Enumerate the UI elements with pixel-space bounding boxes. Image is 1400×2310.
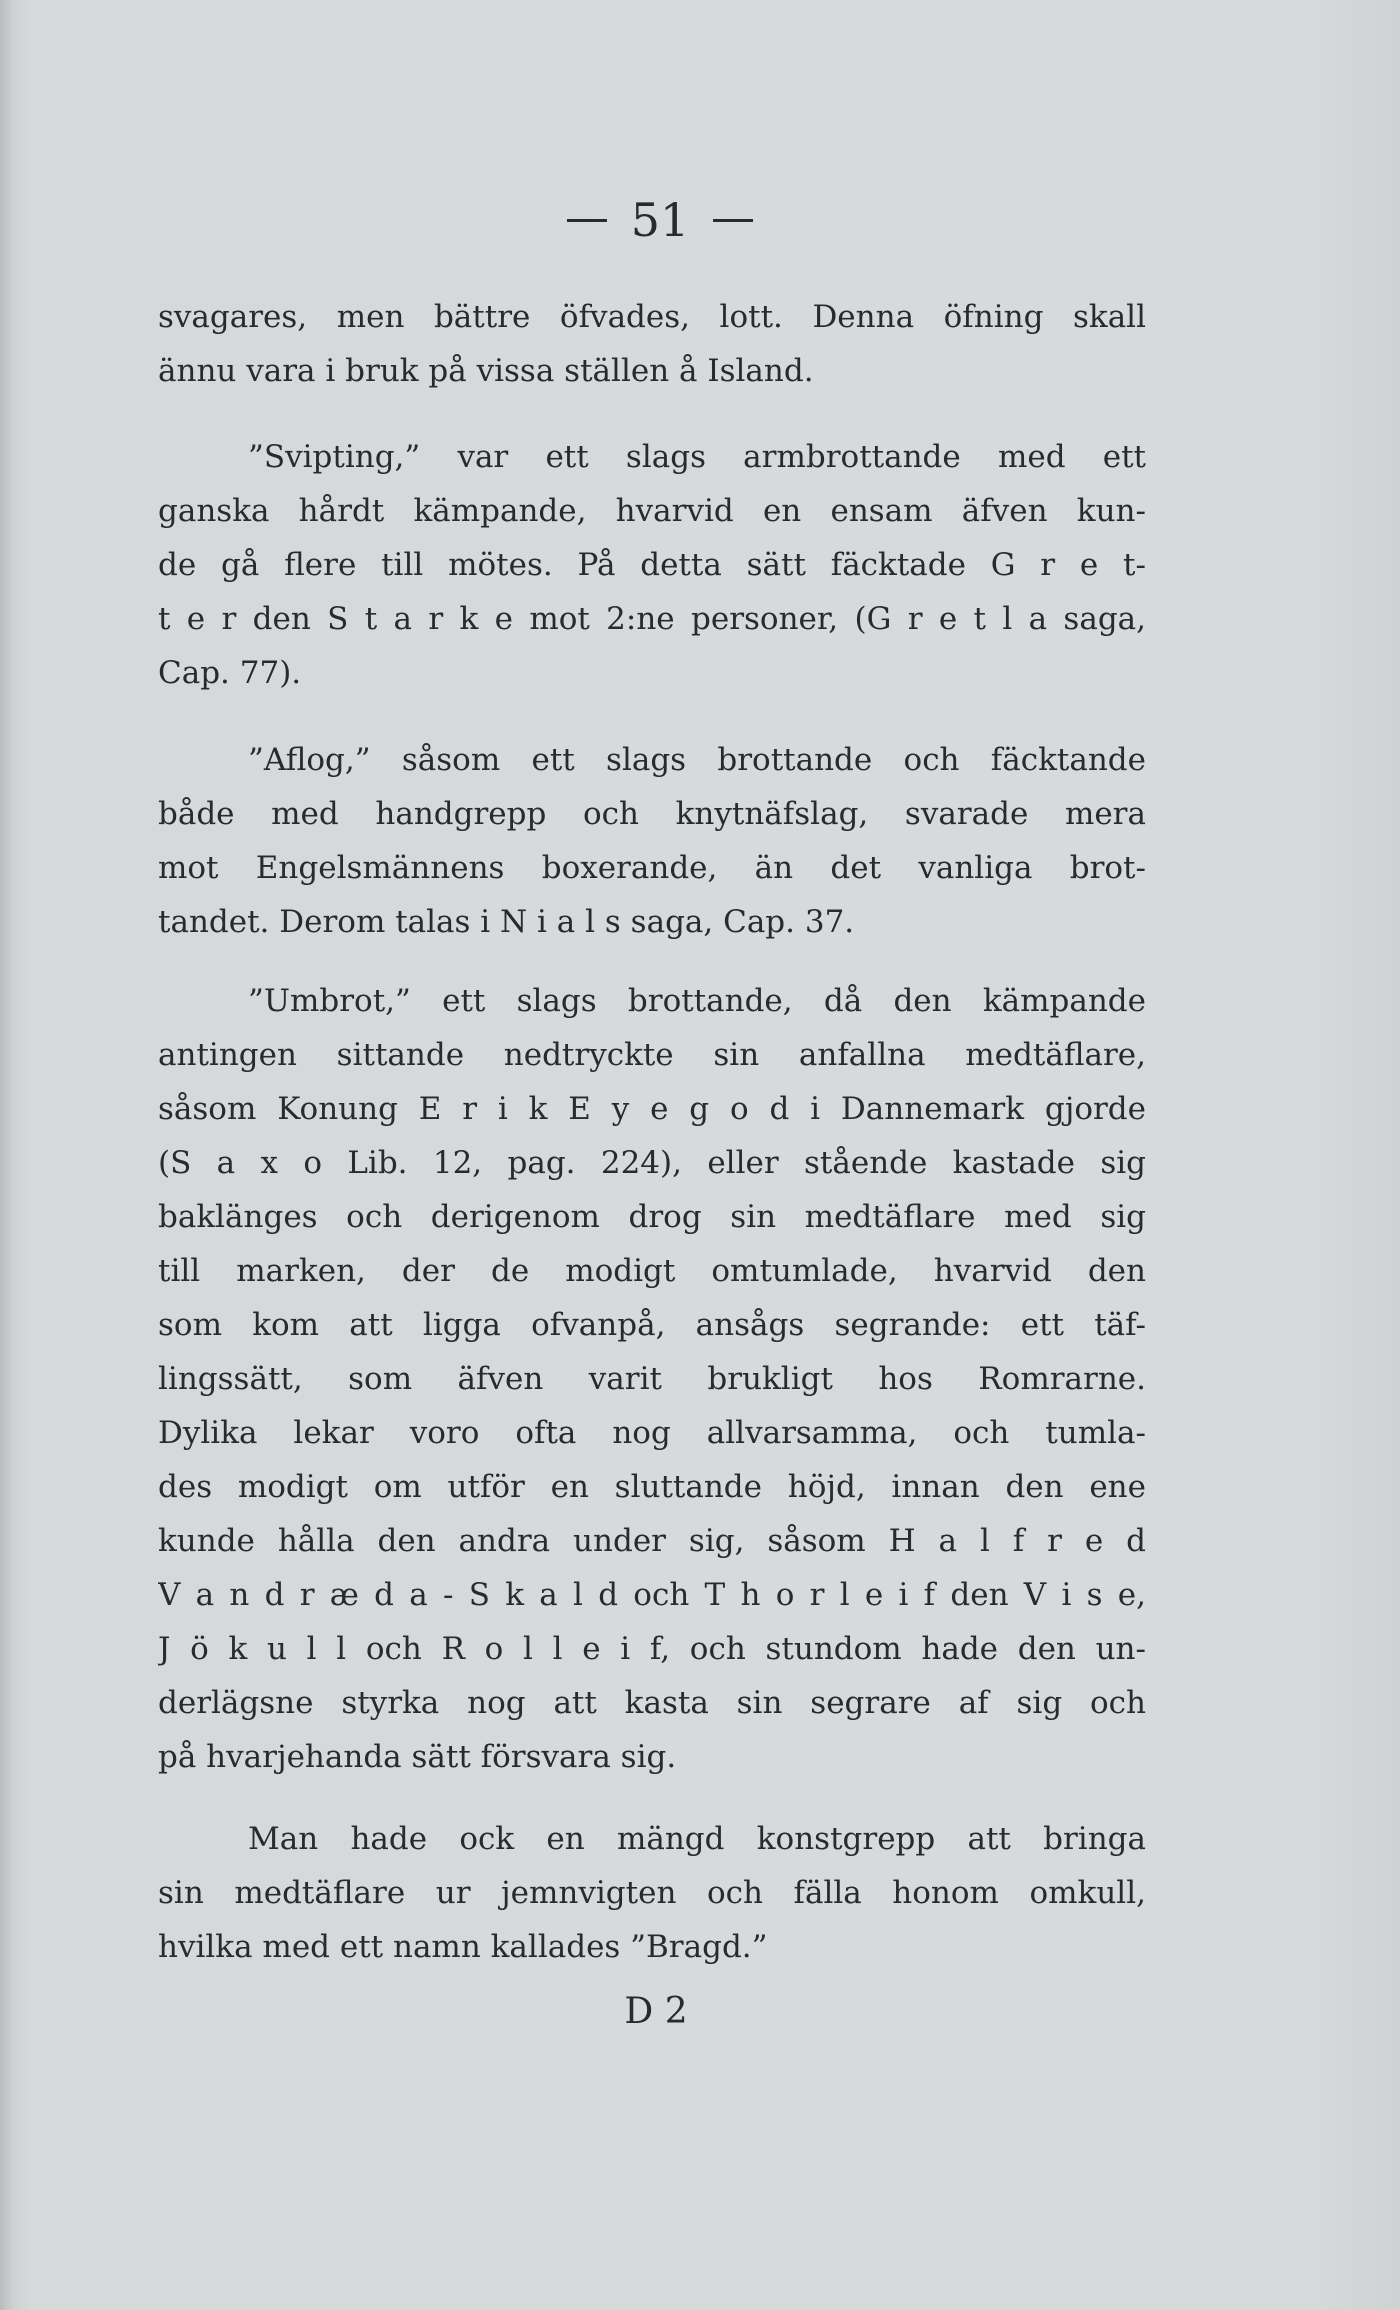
page-header: [530, 190, 790, 250]
text-line: Man hade ock en mängd konstgrepp att bringa: [248, 1821, 1146, 1857]
text-line: ganska hårdt kämpande, hvarvid en ensam äfven kun-: [158, 493, 1146, 529]
text-line: Cap. 77).: [158, 655, 302, 691]
text-line: derlägsne styrka nog att kasta sin segrare af sig och: [158, 1685, 1146, 1721]
text-line: mot Engelsmännens boxerande, än det vanliga brot-: [158, 850, 1146, 886]
text-line: des modigt om utför en sluttande höjd, innan den ene: [158, 1469, 1146, 1505]
text-line: tandet. Derom talas i N i a l s saga, Cap. 37.: [158, 904, 855, 940]
text-line: ”Svipting,” var ett slags armbrottande med ett: [248, 439, 1146, 475]
text-line: V a n d r æ d a - S k a l d och T h o r l e i f den V i s e,: [158, 1577, 1146, 1613]
text-line: svagares, men bättre öfvades, lott. Denna öfning skall: [158, 299, 1146, 335]
text-line: lingssätt, som äfven varit brukligt hos Romrarne.: [158, 1361, 1146, 1397]
text-line: ännu vara i bruk på vissa ställen å Island.: [158, 353, 814, 389]
text-line: som kom att ligga ofvanpå, ansågs segrande: ett täf-: [158, 1307, 1146, 1343]
text-line: till marken, der de modigt omtumlade, hvarvid den: [158, 1253, 1146, 1289]
header-dash-left: [567, 219, 607, 222]
text-line: antingen sittande nedtryckte sin anfallna medtäflare,: [158, 1037, 1146, 1073]
text-line: ”Umbrot,” ett slags brottande, då den kämpande: [248, 983, 1146, 1019]
text-line: kunde hålla den andra under sig, såsom H a l f r e d: [158, 1523, 1146, 1559]
text-line: baklänges och derigenom drog sin medtäflare med sig: [158, 1199, 1146, 1235]
text-line: hvilka med ett namn kallades ”Bragd.”: [158, 1929, 768, 1965]
paragraph-bragd: [158, 1812, 1146, 1974]
header-dash-right: [713, 219, 753, 222]
text-line: såsom Konung E r i k E y e g o d i Dannemark gjorde: [158, 1091, 1146, 1127]
paragraph-1: [158, 290, 1146, 398]
page-binding-edge: [0, 0, 14, 2310]
text-line: både med handgrepp och knytnäfslag, svarade mera: [158, 796, 1146, 832]
text-line: ”Aflog,” såsom ett slags brottande och fäcktande: [248, 742, 1146, 778]
paragraph-umbrot: [158, 974, 1146, 1784]
text-line: Dylika lekar voro ofta nog allvarsamma, och tumla-: [158, 1415, 1146, 1451]
text-line: J ö k u l l och R o l l e i f, och stundom hade den un-: [158, 1631, 1146, 1667]
paragraph-svipting: [158, 430, 1146, 700]
text-line: sin medtäflare ur jemnvigten och fälla honom omkull,: [158, 1875, 1146, 1911]
page-number: 51: [630, 193, 690, 247]
text-line: t e r den S t a r k e mot 2:ne personer, (G r e t l a saga,: [158, 601, 1146, 637]
text-line: (S a x o Lib. 12, pag. 224), eller stående kastade sig: [158, 1145, 1146, 1181]
text-line: de gå flere till mötes. På detta sätt fäcktade G r e t-: [158, 547, 1146, 583]
signature-mark: D 2: [624, 1991, 688, 2032]
text-line: på hvarjehanda sätt försvara sig.: [158, 1739, 677, 1775]
paragraph-aflog: [158, 733, 1146, 949]
